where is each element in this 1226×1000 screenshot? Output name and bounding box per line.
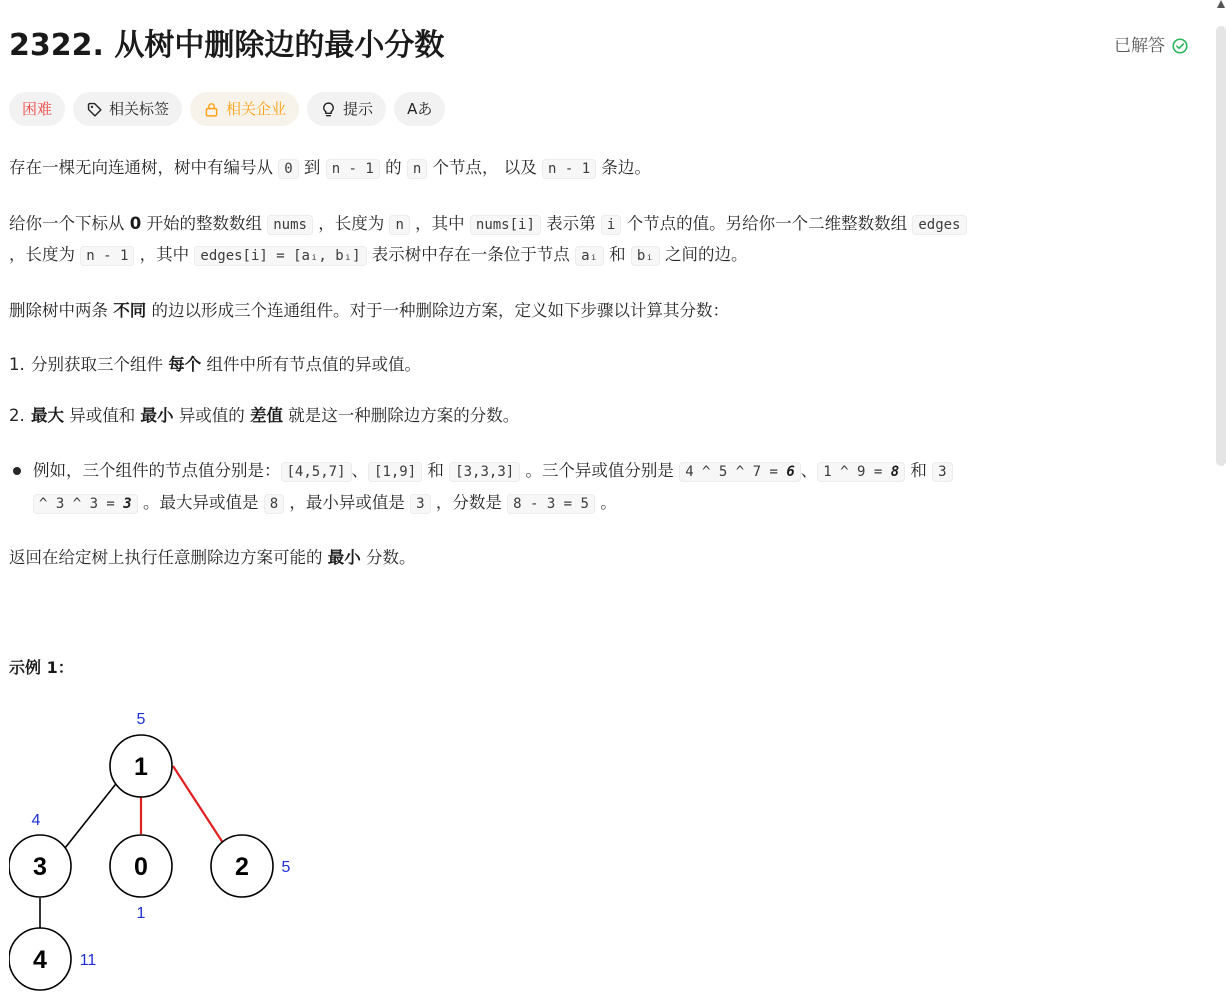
bullet-item-line-1 bbox=[9, 456, 953, 487]
paragraph-2-line-1 bbox=[9, 209, 967, 240]
text: 给你一个下标从 bbox=[9, 214, 130, 233]
translate-icon: Aあ bbox=[407, 100, 433, 118]
text: 例如，三个组件的节点值分别是： bbox=[33, 461, 281, 480]
list-item-1 bbox=[9, 350, 421, 380]
node-value: 4 bbox=[31, 812, 41, 829]
text: ，其中 bbox=[134, 245, 195, 264]
solved-label: 已解答 bbox=[1114, 36, 1165, 56]
paragraph-1 bbox=[9, 153, 651, 184]
text: ，其中 bbox=[409, 214, 470, 233]
text: 的边以形成三个连通组件。对于一种删除边方案，定义如下步骤以计算其分数： bbox=[146, 301, 729, 320]
text: 异或值的 bbox=[173, 406, 250, 425]
difficulty-badge bbox=[9, 92, 65, 126]
tree-node-1 bbox=[110, 711, 172, 797]
title-row bbox=[9, 24, 1189, 68]
text: 删除树中两条 bbox=[9, 301, 114, 320]
inline-code: n - 1 bbox=[542, 159, 596, 179]
edge-1-2 bbox=[173, 766, 225, 846]
inline-code: 8 - 3 = 5 bbox=[507, 494, 595, 514]
inline-code bbox=[817, 462, 905, 482]
inline-code: [4,5,7] bbox=[281, 462, 352, 482]
text: 和 bbox=[905, 461, 933, 480]
inline-code: edges[i] = [aᵢ, bᵢ] bbox=[194, 246, 366, 266]
inline-code: edges bbox=[912, 215, 966, 235]
inline-code: n - 1 bbox=[326, 159, 380, 179]
lightbulb-icon bbox=[320, 101, 337, 118]
list-number: 2. bbox=[9, 406, 25, 425]
bold-text: 最大 bbox=[31, 406, 64, 425]
text: 表示树中存在一条位于节点 bbox=[366, 245, 576, 264]
inline-code: [3,3,3] bbox=[449, 462, 520, 482]
node-label: 0 bbox=[134, 853, 148, 881]
inline-code: n bbox=[407, 159, 427, 179]
text: 表示第 bbox=[540, 214, 601, 233]
hint-label: 提示 bbox=[343, 100, 374, 118]
text: 到 bbox=[298, 158, 326, 177]
text: 个节点的值。另给你一个二维整数数组 bbox=[621, 214, 913, 233]
tree-node-2 bbox=[211, 835, 291, 897]
text: 就是这一种删除边方案的分数。 bbox=[283, 406, 520, 425]
inline-code: i bbox=[601, 215, 621, 235]
text: 、 bbox=[800, 461, 818, 480]
bold-italic-code: 8 bbox=[890, 464, 900, 480]
node-label: 4 bbox=[33, 946, 47, 974]
inline-code: 8 bbox=[264, 494, 284, 514]
text: 开始的整数数组 bbox=[141, 214, 268, 233]
bold-text: 不同 bbox=[113, 301, 147, 320]
text: ，长度为 bbox=[9, 245, 81, 264]
list-number: 1. bbox=[9, 355, 25, 374]
example-tree-diagram bbox=[9, 700, 329, 1000]
related-tags-button[interactable] bbox=[73, 92, 182, 126]
text: 分数。 bbox=[360, 548, 416, 567]
inline-code: bᵢ bbox=[631, 246, 660, 266]
lock-icon bbox=[203, 101, 220, 118]
code-text: ^ 3 ^ 3 = bbox=[39, 496, 124, 512]
bullet-item-line-2 bbox=[33, 488, 617, 519]
hint-button[interactable] bbox=[307, 92, 386, 126]
node-label: 3 bbox=[33, 853, 47, 881]
node-label: 2 bbox=[235, 853, 249, 881]
inline-code bbox=[33, 494, 138, 514]
tree-node-0 bbox=[110, 835, 172, 922]
difficulty-label: 困难 bbox=[22, 100, 53, 118]
text: 条边。 bbox=[596, 158, 651, 177]
inline-code: [1,9] bbox=[368, 462, 422, 482]
paragraph-2-line-2 bbox=[9, 240, 748, 271]
code-text: 4 ^ 5 ^ 7 = bbox=[685, 464, 787, 480]
text: 和 bbox=[422, 461, 450, 480]
related-companies-label: 相关企业 bbox=[226, 100, 287, 118]
related-tags-label: 相关标签 bbox=[109, 100, 170, 118]
node-value: 5 bbox=[136, 711, 146, 728]
tag-bar bbox=[9, 92, 445, 126]
bold-text: 0 bbox=[129, 214, 142, 233]
bold-text: 最小 bbox=[327, 548, 361, 567]
bold-text: 最小 bbox=[140, 406, 174, 425]
paragraph-3 bbox=[9, 296, 729, 326]
inline-code: nums bbox=[267, 215, 313, 235]
problem-title[interactable]: 2322. 从树中删除边的最小分数 bbox=[9, 28, 445, 63]
bold-text: 差值 bbox=[250, 406, 283, 425]
tag-icon bbox=[86, 101, 103, 118]
text: ，长度为 bbox=[312, 214, 390, 233]
list-item-2 bbox=[9, 401, 519, 431]
example-title: 示例 1： bbox=[9, 658, 74, 677]
inline-code: n - 1 bbox=[80, 246, 134, 266]
inline-code: 0 bbox=[278, 159, 298, 179]
text: 组件中所有节点值的异或值。 bbox=[201, 355, 421, 374]
inline-code: nums[i] bbox=[470, 215, 541, 235]
text: 分别获取三个组件 bbox=[31, 355, 169, 374]
inline-code: 3 bbox=[410, 494, 430, 514]
text: ，分数是 bbox=[430, 493, 508, 512]
text: 返回在给定树上执行任意删除边方案可能的 bbox=[9, 548, 328, 567]
text: 和 bbox=[603, 245, 631, 264]
bold-text: 每个 bbox=[168, 355, 202, 374]
edge-1-3 bbox=[65, 780, 119, 848]
text: 。最大异或值是 bbox=[137, 493, 264, 512]
scroll-up-arrow-icon[interactable] bbox=[1217, 0, 1225, 8]
node-value: 5 bbox=[281, 859, 291, 876]
check-circle-icon bbox=[1171, 37, 1189, 55]
bold-italic-code: 3 bbox=[123, 496, 132, 512]
text: 存在一棵无向连通树，树中有编号从 bbox=[9, 158, 279, 177]
bold-italic-code: 6 bbox=[786, 464, 795, 480]
text: ，最小异或值是 bbox=[284, 493, 411, 512]
scrollbar-thumb[interactable] bbox=[1216, 26, 1226, 466]
tree-node-3 bbox=[9, 812, 71, 897]
inline-code: 3 bbox=[932, 462, 952, 482]
text: 之间的边。 bbox=[659, 245, 748, 264]
paragraph-4 bbox=[9, 543, 416, 573]
inline-code bbox=[679, 462, 801, 482]
text: 。 bbox=[594, 493, 617, 512]
bullet-dot bbox=[13, 467, 21, 475]
text: 。三个异或值分别是 bbox=[520, 461, 680, 480]
node-value: 11 bbox=[79, 952, 97, 969]
inline-code: aᵢ bbox=[575, 246, 604, 266]
text: 的 bbox=[379, 158, 407, 177]
solved-status bbox=[1114, 34, 1189, 58]
node-value: 1 bbox=[136, 905, 146, 922]
text: 、 bbox=[351, 461, 369, 480]
code-text: 1 ^ 9 = bbox=[823, 464, 891, 480]
scrollbar[interactable] bbox=[1216, 0, 1226, 1000]
node-label: 1 bbox=[134, 753, 148, 781]
font-toggle-button[interactable] bbox=[394, 92, 445, 126]
text: 异或值和 bbox=[64, 406, 141, 425]
text: 个节点， 以及 bbox=[427, 158, 543, 177]
tree-node-4 bbox=[9, 928, 96, 990]
inline-code: n bbox=[389, 215, 409, 235]
related-companies-button[interactable] bbox=[190, 92, 299, 126]
